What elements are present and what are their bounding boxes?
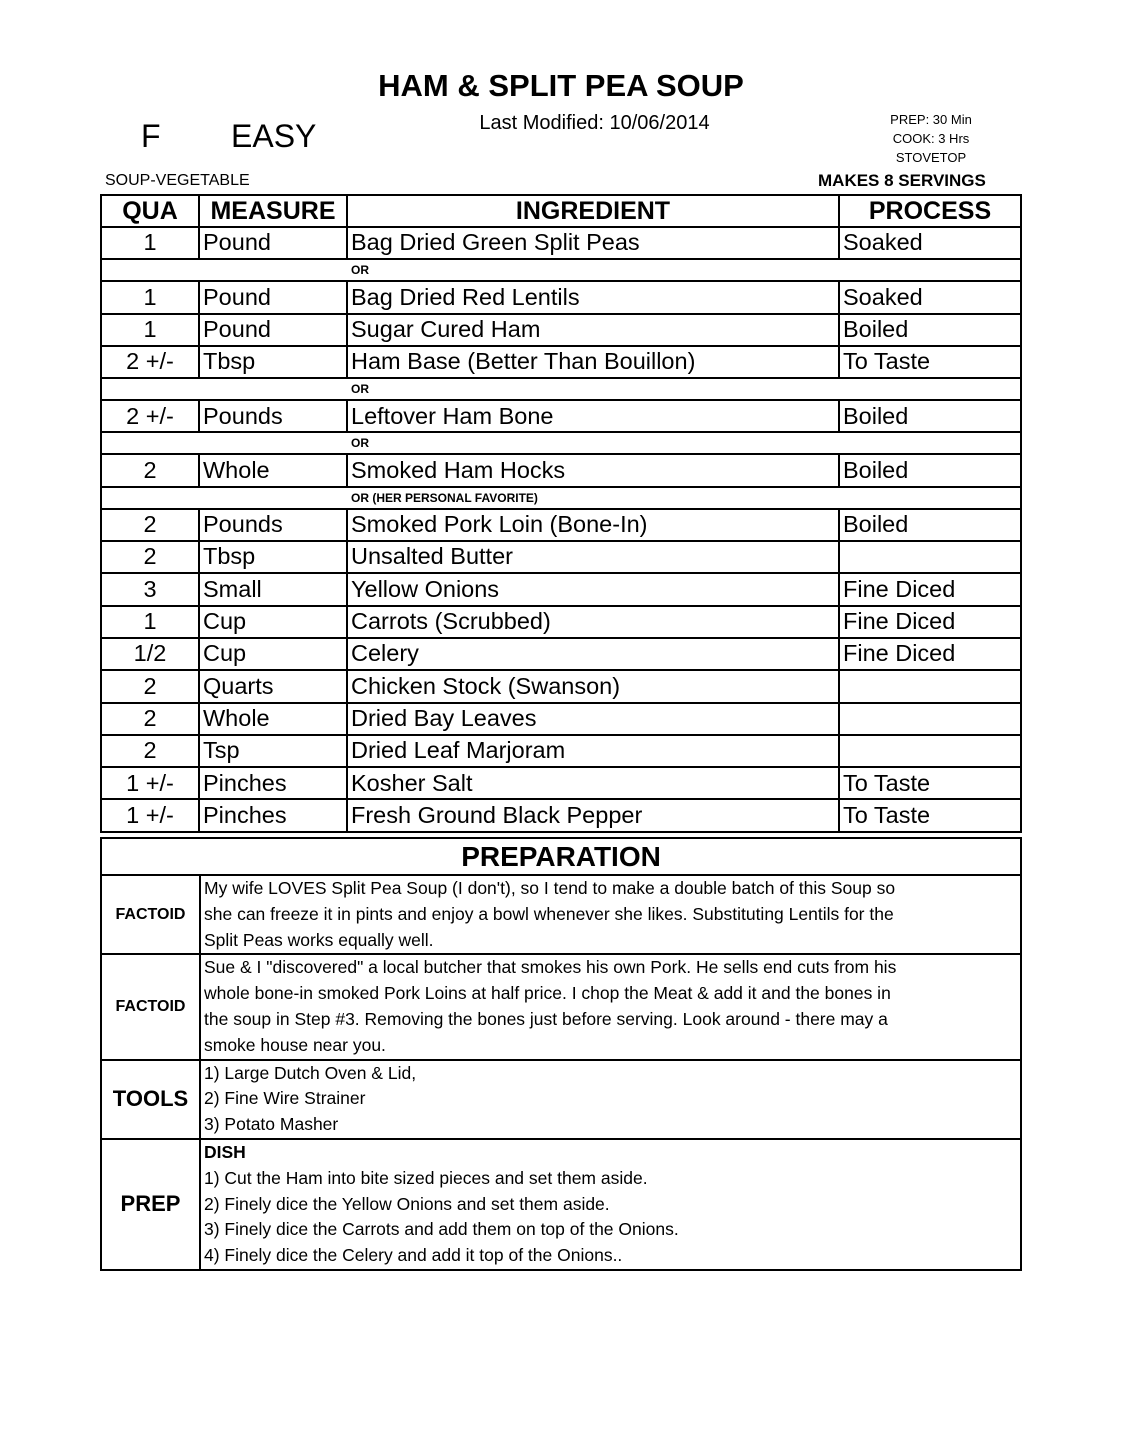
section-subheading: DISH	[204, 1141, 246, 1162]
ingredient-process: Boiled	[839, 400, 1021, 432]
ingredient-row	[101, 767, 1021, 799]
ingredient-quantity: 2	[101, 509, 199, 541]
recipe-title: HAM & SPLIT PEA SOUP	[378, 68, 744, 103]
section-text	[200, 954, 1021, 1059]
ingredient-measure: Pound	[199, 281, 347, 313]
ingredient-process: Fine Diced	[839, 606, 1021, 638]
recipe-category: SOUP-VEGETABLE	[105, 172, 250, 189]
header-qua: QUA	[101, 195, 199, 227]
section-label: PREP	[101, 1139, 200, 1270]
ingredient-quantity: 2	[101, 454, 199, 486]
ingredient-quantity: 1	[101, 281, 199, 313]
ingredient-quantity: 3	[101, 573, 199, 605]
recipe-difficulty: EASY	[231, 118, 317, 154]
ingredient-name: Kosher Salt	[347, 767, 839, 799]
preparation-heading: PREPARATION	[101, 838, 1021, 875]
header-measure: MEASURE	[199, 195, 347, 227]
ingredient-process: Fine Diced	[839, 573, 1021, 605]
ingredient-measure: Tbsp	[199, 346, 347, 378]
ingredients-table	[100, 194, 1022, 833]
ingredients-body	[101, 195, 1021, 832]
preparation-header	[101, 838, 1021, 875]
ingredient-measure: Small	[199, 573, 347, 605]
ingredient-name: Smoked Ham Hocks	[347, 454, 839, 486]
ingredient-quantity: 1 +/-	[101, 799, 199, 831]
ingredient-quantity: 2	[101, 541, 199, 573]
section-label: FACTOID	[101, 954, 200, 1059]
ingredient-process: Soaked	[839, 227, 1021, 259]
alternative-label: OR	[101, 378, 1021, 400]
ingredient-name: Dried Bay Leaves	[347, 703, 839, 735]
alternative-label: OR	[101, 259, 1021, 281]
ingredient-row	[101, 703, 1021, 735]
ingredient-name: Leftover Ham Bone	[347, 400, 839, 432]
ingredient-measure: Pinches	[199, 799, 347, 831]
ingredient-measure: Pound	[199, 314, 347, 346]
ingredient-name: Smoked Pork Loin (Bone-In)	[347, 509, 839, 541]
servings: MAKES 8 SERVINGS	[818, 171, 986, 190]
alternative-separator-row	[101, 432, 1021, 454]
preparation-body	[101, 838, 1021, 1270]
ingredient-quantity: 1 +/-	[101, 767, 199, 799]
section-line: whole bone-in smoked Pork Loins at half price. I chop the Meat & add it and the bones in	[204, 983, 891, 1004]
preparation-section	[101, 1060, 1021, 1139]
section-line: 1) Large Dutch Oven & Lid,	[204, 1062, 417, 1083]
ingredient-measure: Cup	[199, 638, 347, 670]
prep-time: PREP: 30 Min	[890, 112, 972, 127]
ingredient-name: Celery	[347, 638, 839, 670]
alternative-separator-row	[101, 259, 1021, 281]
alternative-label: OR	[101, 432, 1021, 454]
alternative-label: OR (HER PERSONAL FAVORITE)	[101, 487, 1021, 509]
section-line: Split Peas works equally well.	[204, 929, 434, 950]
ingredient-name: Sugar Cured Ham	[347, 314, 839, 346]
ingredient-name: Chicken Stock (Swanson)	[347, 670, 839, 702]
alternative-separator-row	[101, 487, 1021, 509]
section-line: the soup in Step #3. Removing the bones just before serving. Look around - there may a	[204, 1008, 888, 1029]
ingredient-process: To Taste	[839, 799, 1021, 831]
ingredient-name: Unsalted Butter	[347, 541, 839, 573]
ingredient-quantity: 1	[101, 227, 199, 259]
ingredient-measure: Tsp	[199, 735, 347, 767]
ingredient-measure: Pounds	[199, 509, 347, 541]
ingredient-quantity: 1	[101, 314, 199, 346]
ingredient-quantity: 2	[101, 735, 199, 767]
ingredient-process: Soaked	[839, 281, 1021, 313]
ingredient-quantity: 2 +/-	[101, 400, 199, 432]
ingredient-quantity: 1	[101, 606, 199, 638]
ingredient-name: Yellow Onions	[347, 573, 839, 605]
preparation-section	[101, 875, 1021, 954]
section-text	[200, 875, 1021, 954]
ingredients-header	[101, 195, 1021, 227]
last-modified: Last Modified: 10/06/2014	[479, 112, 710, 134]
recipe-grade: F	[141, 118, 161, 154]
ingredient-process: Fine Diced	[839, 638, 1021, 670]
section-line: 4) Finely dice the Celery and add it top of the Onions..	[204, 1245, 623, 1266]
section-line: smoke house near you.	[204, 1034, 386, 1055]
ingredient-row	[101, 799, 1021, 831]
ingredient-quantity: 2	[101, 670, 199, 702]
ingredient-row	[101, 454, 1021, 486]
ingredient-process: Boiled	[839, 314, 1021, 346]
ingredient-process: To Taste	[839, 767, 1021, 799]
ingredient-name: Bag Dried Red Lentils	[347, 281, 839, 313]
ingredient-measure: Pinches	[199, 767, 347, 799]
ingredient-quantity: 2 +/-	[101, 346, 199, 378]
ingredient-row	[101, 735, 1021, 767]
section-line: she can freeze it in pints and enjoy a bowl whenever she likes. Substituting Lentils for the	[204, 903, 894, 924]
section-line: 2) Finely dice the Yellow Onions and set them aside.	[204, 1193, 610, 1214]
ingredient-process	[839, 670, 1021, 702]
section-label: FACTOID	[101, 875, 200, 954]
ingredient-process	[839, 735, 1021, 767]
preparation-section	[101, 954, 1021, 1059]
ingredient-process: Boiled	[839, 509, 1021, 541]
ingredient-measure: Tbsp	[199, 541, 347, 573]
ingredient-row	[101, 541, 1021, 573]
ingredient-row	[101, 400, 1021, 432]
ingredient-process	[839, 541, 1021, 573]
ingredient-quantity: 2	[101, 703, 199, 735]
section-line: My wife LOVES Split Pea Soup (I don't), so I tend to make a double batch of this Soup so	[204, 878, 896, 898]
ingredient-row	[101, 281, 1021, 313]
section-line: 2) Fine Wire Strainer	[204, 1088, 366, 1109]
ingredient-row	[101, 509, 1021, 541]
ingredient-row	[101, 606, 1021, 638]
ingredient-measure: Quarts	[199, 670, 347, 702]
alternative-separator-row	[101, 378, 1021, 400]
ingredient-process: Boiled	[839, 454, 1021, 486]
ingredient-process	[839, 703, 1021, 735]
ingredient-name: Carrots (Scrubbed)	[347, 606, 839, 638]
ingredient-name: Fresh Ground Black Pepper	[347, 799, 839, 831]
ingredient-row	[101, 227, 1021, 259]
ingredient-measure: Pound	[199, 227, 347, 259]
section-line: 3) Potato Masher	[204, 1114, 339, 1135]
ingredient-row	[101, 638, 1021, 670]
ingredient-row	[101, 670, 1021, 702]
ingredient-measure: Pounds	[199, 400, 347, 432]
cook-time: COOK: 3 Hrs	[892, 131, 970, 146]
time-info	[858, 110, 1004, 167]
section-label: TOOLS	[101, 1060, 200, 1139]
ingredient-name: Dried Leaf Marjoram	[347, 735, 839, 767]
preparation-section	[101, 1139, 1021, 1270]
ingredient-name: Ham Base (Better Than Bouillon)	[347, 346, 839, 378]
ingredient-process: To Taste	[839, 346, 1021, 378]
header-process: PROCESS	[839, 195, 1021, 227]
section-line: 1) Cut the Ham into bite sized pieces and set them aside.	[204, 1167, 648, 1188]
cook-method: STOVETOP	[895, 150, 967, 165]
ingredient-measure: Cup	[199, 606, 347, 638]
section-line: 3) Finely dice the Carrots and add them on top of the Onions.	[204, 1219, 679, 1240]
ingredient-row	[101, 346, 1021, 378]
ingredient-measure: Whole	[199, 703, 347, 735]
section-line: Sue & I "discovered" a local butcher that smokes his own Pork. He sells end cuts from his	[204, 957, 897, 978]
ingredient-measure: Whole	[199, 454, 347, 486]
ingredient-name: Bag Dried Green Split Peas	[347, 227, 839, 259]
ingredient-quantity: 1/2	[101, 638, 199, 670]
preparation-table	[100, 837, 1022, 1271]
section-text	[200, 1139, 1021, 1270]
header-ingredient: INGREDIENT	[347, 195, 839, 227]
section-text	[200, 1060, 1021, 1139]
ingredient-row	[101, 573, 1021, 605]
ingredient-row	[101, 314, 1021, 346]
